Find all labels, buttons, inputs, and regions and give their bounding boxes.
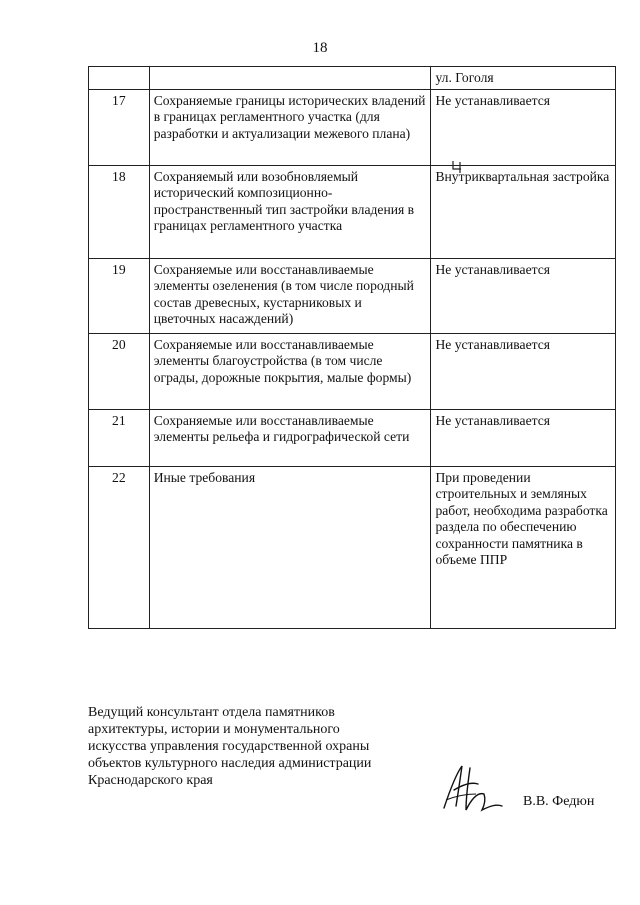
regulation-table [88,66,616,629]
signatory-position [88,704,418,789]
position-line: Ведущий консультант отдела памятников [88,705,335,720]
row-name: Сохраняемые границы исторических владений в границах регламентного участка (для разработки и актуализации межевого плана) [149,89,431,165]
row-value: ул. Гоголя [431,67,616,90]
row-value: Не устанавливается [431,333,616,409]
handwritten-check-mark [451,160,463,174]
table-row [89,409,616,466]
row-number: 22 [89,466,150,628]
row-number: 19 [89,258,150,333]
row-name: Сохраняемые или восстанавливаемые элементы рельефа и гидрографической сети [149,409,431,466]
row-value: Не устанавливается [431,258,616,333]
page-number: 18 [312,40,328,56]
table-row [89,258,616,333]
table-row [89,89,616,165]
row-name: Сохраняемый или возобновляемый исторический композиционно-пространственный тип застройки владения в границах регламентного участка [149,165,431,258]
row-number: 20 [89,333,150,409]
row-value: Внутриквартальная застройка [431,165,616,258]
row-name: Иные требования [149,466,431,628]
row-name: Сохраняемые или восстанавливаемые элементы благоустройства (в том числе ограды, дорожные покрытия, малые формы) [149,333,431,409]
signatory-name: В.В. Федюн [523,794,595,809]
position-line: искусства управления государственной охраны [88,739,370,754]
row-value: Не устанавливается [431,409,616,466]
table-row [89,333,616,409]
row-number: 17 [89,89,150,165]
row-number: 21 [89,409,150,466]
row-number [89,67,150,90]
position-line: Краснодарского края [88,773,213,788]
handwritten-signature [436,760,506,820]
row-value: При проведении строительных и земляных работ, необходима разработка раздела по обеспечению сохранности памятника в объеме ППР [431,466,616,628]
table-row [89,466,616,628]
row-number: 18 [89,165,150,258]
table-row [89,67,616,90]
position-line: объектов культурного наследия администрации [88,756,372,771]
row-name: Сохраняемые или восстанавливаемые элементы озеленения (в том числе породный состав древесных, кустарниковых и цветочных насаждений) [149,258,431,333]
row-value: Не устанавливается [431,89,616,165]
position-line: архитектуры, истории и монументального [88,722,340,737]
table-row [89,165,616,258]
row-name [149,67,431,90]
